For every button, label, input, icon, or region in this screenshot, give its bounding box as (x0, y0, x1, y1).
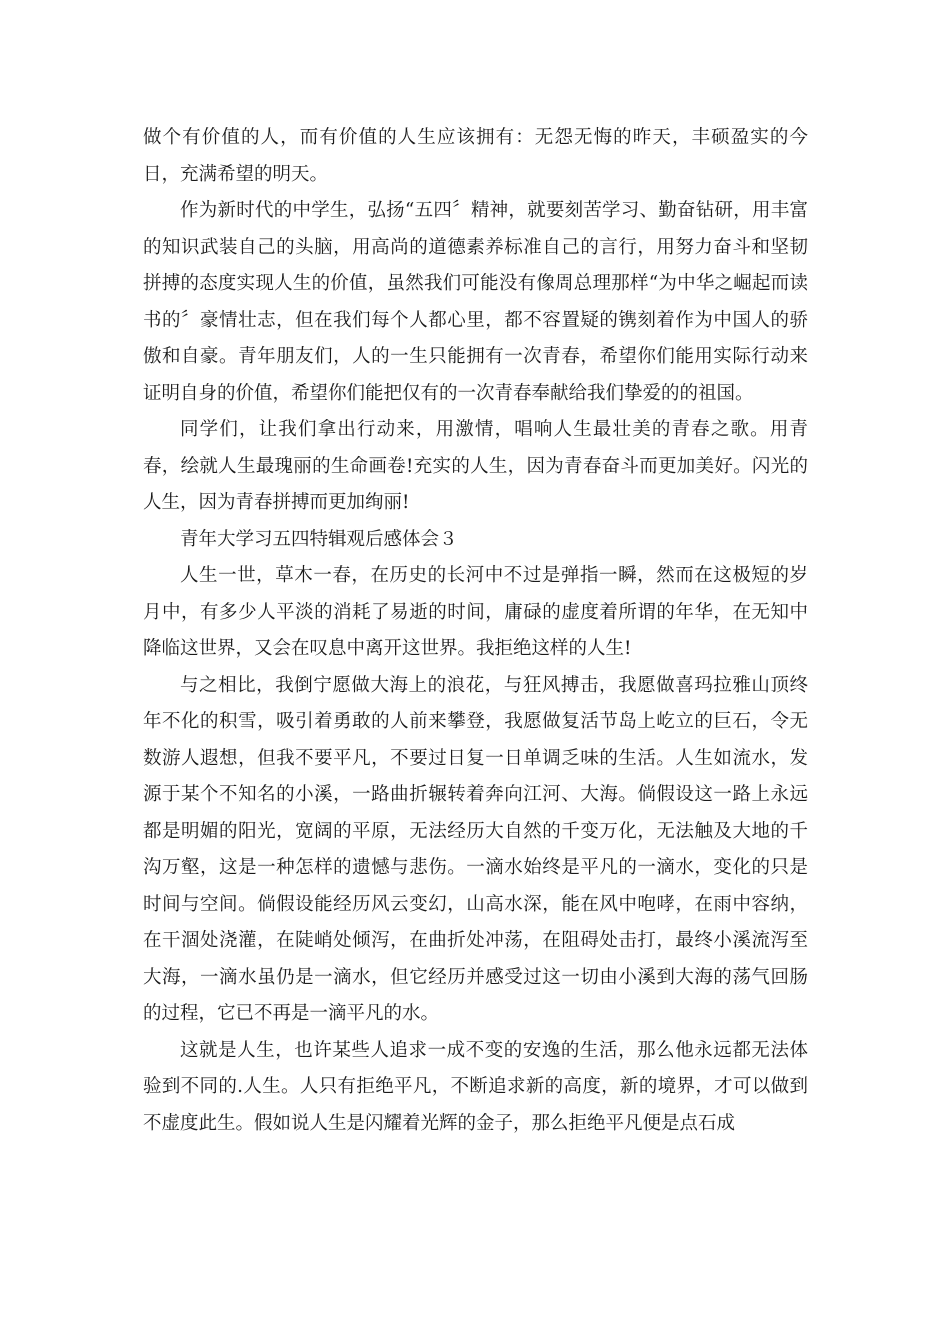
paragraph-6: 这就是人生，也许某些人追求一成不变的安逸的生活，那么他永远都无法体验到不同的.人生。人只有拒绝平凡，不断追求新的高度，新的境界，才可以做到不虚度此生。假如说人生是闪耀着光辉的金子，那么拒绝平凡便是点石成 (143, 1039, 808, 1134)
paragraph-5: 与之相比，我倒宁愿做大海上的浪花，与狂风搏击，我愿做喜玛拉雅山顶终年不化的积雪，吸引着勇敢的人前来攀登，我愿做复活节岛上屹立的巨石，令无数游人遐想，但我不要平凡，不要过日复一日单调乏味的生活。人生如流水，发源于某个不知名的小溪，一路曲折辗转着奔向江河、大海。倘假设这一路上永远都是明媚的阳光，宽阔的平原，无法经历大自然的千变万化，无法触及大地的千沟万壑，这是一种怎样的遗憾与悲伤。一滴水始终是平凡的一滴水，变化的只是时间与空间。倘假设能经历风云变幻，山高水深，能在风中咆哮，在雨中容纳，在干涸处浇灌，在陡峭处倾泻，在曲折处冲荡，在阻碍处击打，最终小溪流泻至大海，一滴水虽仍是一滴水，但它经历并感受过这一切由小溪到大海的荡气回肠的过程，它已不再是一滴平凡的水。 (143, 674, 808, 1024)
document-page (143, 120, 808, 1142)
paragraph-4: 人生一世，草木一春，在历史的长河中不过是弹指一瞬，然而在这极短的岁月中，有多少人平淡的消耗了易逝的时间，庸碌的虚度着所谓的年华，在无知中降临这世界，又会在叹息中离开这世界。我拒绝这样的人生! (143, 565, 808, 659)
paragraph-2: 作为新时代的中学生，弘扬“五四〞精神，就要刻苦学习、勤奋钻研，用丰富的知识武装自己的头脑，用高尚的道德素养标准自己的言行，用努力奋斗和坚韧拼搏的态度实现人生的价值，虽然我们可能没有像周总理那样“为中华之崛起而读书的〞豪情壮志，但在我们每个人都心里，都不容置疑的镌刻着作为中国人的骄傲和自豪。青年朋友们，人的一生只能拥有一次青春，希望你们能用实际行动来证明自身的价值，希望你们能把仅有的一次青春奉献给我们挚爱的的祖国。 (143, 200, 808, 404)
paragraph-1: 做个有价值的人，而有价值的人生应该拥有：无怨无悔的昨天，丰硕盈实的今日，充满希望的明天。 (143, 127, 808, 185)
section-heading: 青年大学习五四特辑观后感体会３ (180, 528, 458, 550)
paragraph-3: 同学们，让我们拿出行动来，用激情，唱响人生最壮美的青春之歌。用青春，绘就人生最瑰丽的生命画卷!充实的人生，因为青春奋斗而更加美好。闪光的人生，因为青春拼搏而更加绚丽! (143, 419, 808, 513)
